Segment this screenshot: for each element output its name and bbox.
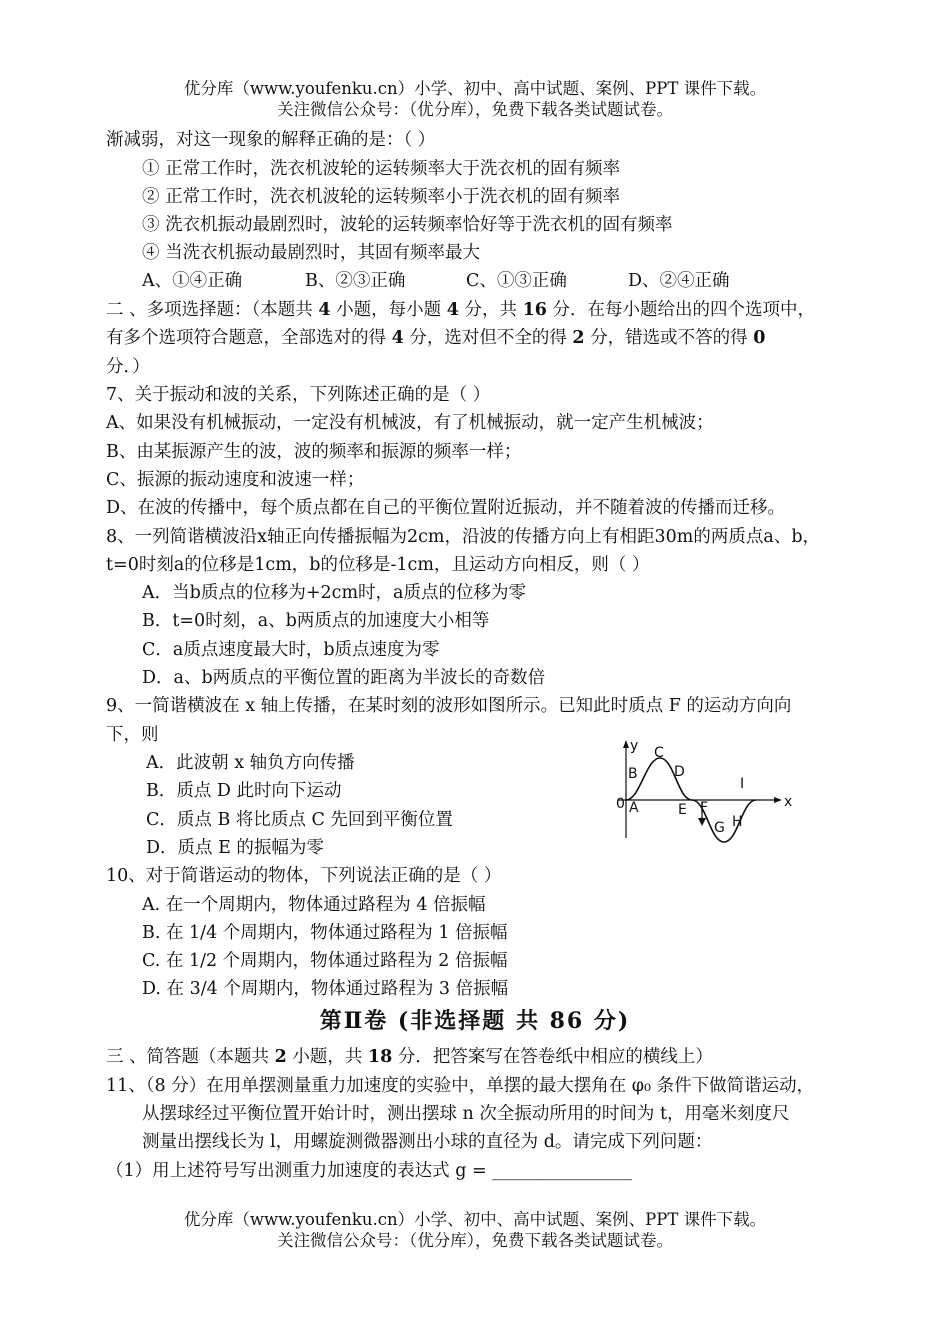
q9-option-d: D．质点 E 的振幅为零 xyxy=(146,838,324,858)
q9-stem-line-2: 下，则 xyxy=(106,725,159,745)
q9-option-b: B．质点 D 此时向下运动 xyxy=(146,781,342,801)
q10-option-b: B. 在 1/4 个周期内，物体通过路程为 1 倍振幅 xyxy=(142,923,508,943)
q10-option-d: D. 在 3/4 个周期内，物体通过路程为 3 倍振幅 xyxy=(142,979,509,999)
section3-instructions: 三 、简答题（本题共 2 小题，共 18 分．把答案写在答卷纸中相应的横线上） xyxy=(106,1047,713,1067)
q6-statement-4: ④ 当洗衣机振动最剧烈时，其固有频率最大 xyxy=(142,243,481,263)
q8-stem-line-1: 8、一列简谐横波沿x轴正向传播振幅为2cm，沿波的传播方向上有相距30m的两质点a、b， xyxy=(106,527,821,547)
point-b-label: B xyxy=(628,766,638,782)
q8-option-d: D．a、b两质点的平衡位置的距离为半波长的奇数倍 xyxy=(142,668,546,688)
q6-statement-2: ② 正常工作时，洗衣机波轮的运转频率小于洗衣机的固有频率 xyxy=(142,187,621,207)
q8-option-a: A．当b质点的位移为+2cm时，a质点的位移为零 xyxy=(142,583,526,603)
q9-option-a: A．此波朝 x 轴负方向传播 xyxy=(146,753,355,773)
q6-option-a: A、①④正确 xyxy=(142,271,243,291)
q10-stem: 10、对于简谐运动的物体，下列说法正确的是（ ） xyxy=(106,866,502,886)
point-i-label: I xyxy=(740,776,745,792)
point-e-label: E xyxy=(678,802,687,818)
footer-line-2: 关注微信公众号：（优分库），免费下载各类试题试卷。 xyxy=(277,1231,673,1250)
q9-option-c: C．质点 B 将比质点 C 先回到平衡位置 xyxy=(146,810,453,830)
q10-option-c: C. 在 1/2 个周期内，物体通过路程为 2 倍振幅 xyxy=(142,951,508,971)
q7-option-d: D、在波的传播中，每个质点都在自己的平衡位置附近振动，并不随着波的传播而迁移。 xyxy=(106,498,786,518)
q6-option-c: C、①③正确 xyxy=(466,271,567,291)
q6-option-d: D、②④正确 xyxy=(628,271,730,291)
q6-stem-continuation: 渐减弱，对这一现象的解释正确的是：（ ） xyxy=(106,130,436,150)
q11-stem-line-1: 11、（8 分）在用单摆测量重力加速度的实验中，单摆的最大摆角在 φ₀ 条件下做简谐运动， xyxy=(106,1076,815,1096)
point-c-label: C xyxy=(654,745,664,761)
footer-line-1: 优分库（www.youfenku.cn）小学、初中、高中试题、案例、PPT 课件下载。 xyxy=(183,1210,767,1229)
header-line-2: 关注微信公众号：（优分库），免费下载各类试题试卷。 xyxy=(277,100,673,119)
f-velocity-arrowhead xyxy=(698,818,706,826)
point-g-label: G xyxy=(714,820,725,836)
y-axis-arrow xyxy=(623,740,629,748)
q7-option-c: C、振源的振动速度和波速一样； xyxy=(106,470,365,490)
x-axis-arrow xyxy=(774,797,782,803)
q6-statement-3: ③ 洗衣机振动最剧烈时，波轮的运转频率恰好等于洗衣机的固有频率 xyxy=(142,215,673,235)
q11-sub-question-1: （1）用上述符号写出测重力加速度的表达式 g = ________________ xyxy=(106,1161,633,1181)
q7-stem: 7、关于振动和波的关系，下列陈述正确的是（ ） xyxy=(106,385,491,405)
q6-option-b: B、②③正确 xyxy=(305,271,406,291)
section2-instructions-line-3: 分．） xyxy=(106,357,150,377)
q8-option-b: B．t=0时刻，a、b两质点的加速度大小相等 xyxy=(142,611,490,631)
point-h-label: H xyxy=(732,814,743,830)
q11-stem-line-3: 测量出摆线长为 l，用螺旋测微器测出小球的直径为 d。请完成下列问题： xyxy=(142,1132,713,1152)
q6-statement-1: ① 正常工作时，洗衣机波轮的运转频率大于洗衣机的固有频率 xyxy=(142,159,621,179)
q7-option-a: A、如果没有机械振动，一定没有机械波，有了机械振动，就一定产生机械波； xyxy=(106,413,714,433)
q8-option-c: C．a质点速度最大时，b质点速度为零 xyxy=(142,640,440,660)
part2-title: 第Ⅱ卷 (非选择题 共 86 分) xyxy=(319,1008,631,1034)
wave-figure xyxy=(612,738,792,856)
point-d-label: D xyxy=(674,764,685,780)
x-axis-label: x xyxy=(784,794,792,810)
q7-option-b: B、由某振源产生的波，波的频率和振源的频率一样； xyxy=(106,442,522,462)
header-line-1: 优分库（www.youfenku.cn）小学、初中、高中试题、案例、PPT 课件下载。 xyxy=(183,79,767,98)
point-a-label: A xyxy=(629,800,639,816)
q9-stem-line-1: 9、一简谐横波在 x 轴上传播，在某时刻的波形如图所示。已知此时质点 F 的运动方向向 xyxy=(106,696,792,716)
point-f-label: F xyxy=(700,800,709,816)
section2-instructions-line-2: 有多个选项符合题意，全部选对的得 4 分，选对但不全的得 2 分，错选或不答的得 0 xyxy=(106,328,766,348)
q10-option-a: A. 在一个周期内，物体通过路程为 4 倍振幅 xyxy=(142,895,486,915)
origin-label: 0 xyxy=(616,796,625,812)
y-axis-label: y xyxy=(630,738,639,754)
q11-stem-line-2: 从摆球经过平衡位置开始计时，测出摆球 n 次全振动所用的时间为 t，用毫米刻度尺 xyxy=(142,1104,790,1124)
q8-stem-line-2: t=0时刻a的位移是1cm，b的位移是-1cm，且运动方向相反，则（ ） xyxy=(106,555,650,575)
section2-instructions-line-1: 二 、多项选择题：（本题共 4 小题，每小题 4 分，共 16 分．在每小题给出的四个选项中， xyxy=(106,300,816,320)
